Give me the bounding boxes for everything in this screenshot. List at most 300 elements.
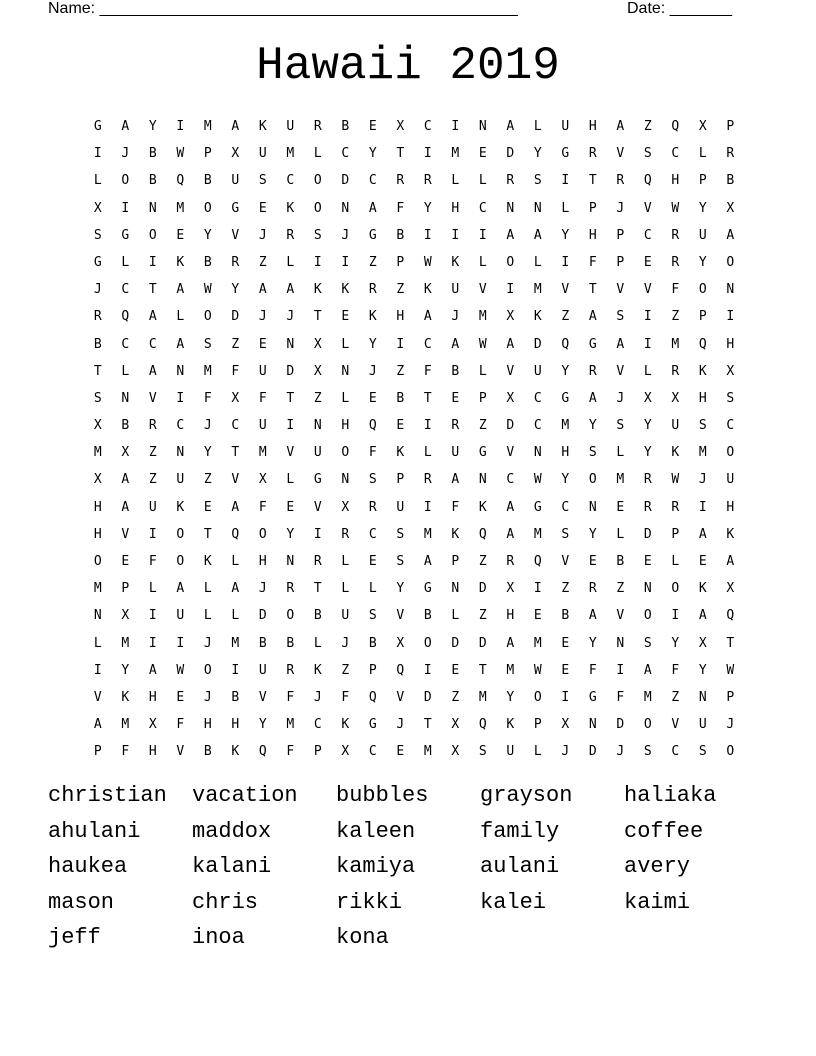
grid-letter: K: [506, 717, 515, 733]
grid-letter: L: [93, 173, 102, 189]
grid-letter: U: [561, 119, 570, 134]
grid-letter: U: [176, 472, 185, 488]
grid-letter: A: [176, 336, 185, 352]
grid-letter: R: [286, 227, 295, 243]
word-bank-item: kaimi: [624, 889, 691, 915]
grid-letter: V: [616, 608, 625, 624]
grid-letter: Y: [561, 227, 570, 243]
grid-letter: R: [423, 472, 432, 488]
grid-letter: Y: [643, 445, 652, 461]
grid-letter: A: [121, 472, 130, 488]
grid-letter: K: [341, 282, 350, 298]
grid-letter: X: [93, 418, 102, 434]
grid-letter: B: [121, 418, 130, 434]
grid-letter: Y: [203, 227, 212, 243]
grid-letter: B: [423, 608, 432, 624]
grid-letter: U: [451, 282, 460, 298]
grid-letter: N: [533, 445, 542, 461]
grid-letter: F: [258, 499, 267, 515]
grid-letter: E: [176, 227, 185, 243]
grid-letter: M: [643, 689, 652, 705]
grid-letter: O: [643, 608, 652, 624]
grid-letter: N: [121, 390, 130, 406]
grid-letter: V: [506, 445, 515, 461]
grid-letter: Z: [643, 119, 652, 134]
grid-letter: Z: [478, 418, 487, 434]
grid-letter: B: [313, 608, 322, 624]
grid-letter: R: [368, 282, 377, 298]
grid-letter: V: [396, 689, 405, 705]
grid-letter: N: [506, 200, 515, 216]
grid-letter: Y: [588, 526, 597, 542]
name-line: Name: _______________________________________________: [48, 0, 518, 17]
grid-letter: L: [203, 608, 212, 624]
grid-letter: N: [176, 445, 185, 461]
grid-letter: E: [561, 662, 570, 678]
grid-letter: N: [588, 717, 597, 733]
grid-letter: T: [286, 390, 295, 406]
grid-row: [84, 575, 744, 602]
grid-letter: A: [726, 554, 735, 569]
grid-letter: C: [643, 227, 652, 243]
grid-letter: I: [726, 309, 735, 325]
grid-letter: W: [478, 336, 487, 352]
grid-letter: M: [671, 336, 680, 352]
grid-letter: E: [258, 200, 267, 216]
grid-letter: N: [341, 363, 350, 379]
grid-letter: R: [506, 173, 515, 189]
grid-letter: T: [231, 445, 240, 461]
word-bank-item: kalei: [480, 889, 547, 915]
grid-letter: O: [588, 472, 597, 488]
grid-letter: H: [588, 227, 597, 243]
grid-letter: I: [148, 526, 157, 542]
grid-letter: G: [93, 254, 102, 270]
grid-letter: O: [176, 554, 185, 569]
grid-letter: L: [231, 608, 240, 624]
word-bank: [48, 781, 768, 959]
word-bank-item: haliaka: [624, 783, 717, 808]
grid-letter: N: [341, 472, 350, 488]
grid-letter: I: [561, 173, 570, 189]
word-bank-item: avery: [624, 854, 691, 880]
grid-letter: P: [396, 254, 405, 270]
grid-letter: X: [671, 390, 680, 406]
grid-letter: Y: [396, 581, 405, 597]
grid-letter: Y: [533, 146, 542, 162]
grid-letter: W: [671, 200, 680, 216]
grid-letter: E: [286, 499, 295, 515]
grid-letter: R: [396, 173, 405, 189]
grid-letter: P: [616, 227, 625, 243]
grid-letter: G: [368, 717, 377, 733]
grid-letter: Z: [203, 472, 212, 488]
grid-letter: I: [533, 581, 542, 597]
grid-letter: P: [203, 146, 212, 162]
grid-letter: P: [726, 119, 735, 134]
grid-letter: H: [231, 717, 240, 733]
grid-letter: L: [148, 581, 157, 597]
grid-letter: M: [423, 526, 432, 542]
grid-letter: H: [698, 390, 707, 406]
grid-letter: U: [258, 662, 267, 678]
word-bank-item: aulani: [480, 854, 560, 880]
grid-letter: J: [561, 744, 570, 760]
grid-letter: O: [258, 526, 267, 542]
grid-letter: E: [368, 554, 377, 569]
grid-letter: A: [258, 282, 267, 298]
grid-letter: Q: [478, 526, 487, 542]
grid-letter: R: [451, 418, 460, 434]
grid-letter: S: [258, 173, 267, 189]
grid-letter: Z: [396, 282, 405, 298]
grid-row: [84, 630, 744, 657]
grid-letter: X: [93, 200, 102, 216]
grid-letter: N: [478, 472, 487, 488]
grid-letter: E: [451, 390, 460, 406]
grid-letter: G: [93, 119, 102, 134]
grid-letter: N: [726, 282, 735, 298]
grid-letter: B: [561, 608, 570, 624]
grid-letter: F: [121, 744, 130, 760]
grid-letter: X: [506, 581, 515, 597]
grid-letter: I: [313, 526, 322, 542]
puzzle-title: Hawaii 2019: [256, 40, 560, 92]
grid-letter: L: [478, 254, 487, 270]
grid-letter: A: [726, 227, 735, 243]
grid-letter: R: [616, 173, 625, 189]
grid-letter: B: [396, 390, 405, 406]
grid-row: [84, 385, 744, 412]
grid-row: [84, 521, 744, 548]
grid-letter: O: [698, 282, 707, 298]
grid-letter: L: [121, 363, 130, 379]
grid-letter: V: [396, 608, 405, 624]
grid-letter: A: [423, 554, 432, 569]
grid-letter: Z: [478, 554, 487, 569]
grid-letter: I: [341, 254, 350, 270]
grid-letter: E: [176, 689, 185, 705]
grid-row: [84, 657, 744, 684]
grid-letter: B: [396, 227, 405, 243]
grid-letter: B: [148, 146, 157, 162]
grid-letter: V: [148, 390, 157, 406]
grid-letter: C: [341, 146, 350, 162]
grid-letter: X: [561, 717, 570, 733]
grid-letter: R: [313, 119, 322, 134]
grid-letter: V: [561, 554, 570, 569]
grid-letter: Z: [341, 662, 350, 678]
grid-letter: M: [616, 472, 625, 488]
grid-letter: F: [148, 554, 157, 569]
grid-letter: L: [313, 635, 322, 651]
grid-letter: F: [616, 689, 625, 705]
grid-letter: Y: [561, 472, 570, 488]
grid-letter: R: [286, 581, 295, 597]
grid-row: [84, 303, 744, 330]
grid-letter: S: [588, 445, 597, 461]
grid-letter: X: [643, 390, 652, 406]
grid-letter: Z: [671, 689, 680, 705]
grid-letter: Y: [258, 717, 267, 733]
grid-letter: L: [341, 581, 350, 597]
grid-letter: F: [368, 445, 377, 461]
grid-letter: I: [93, 662, 102, 678]
grid-letter: N: [176, 363, 185, 379]
grid-letter: S: [698, 418, 707, 434]
grid-letter: G: [588, 689, 597, 705]
grid-letter: K: [286, 200, 295, 216]
grid-letter: G: [231, 200, 240, 216]
grid-letter: D: [451, 635, 460, 651]
grid-letter: P: [671, 526, 680, 542]
grid-row: [84, 738, 744, 765]
grid-letter: L: [423, 445, 432, 461]
grid-letter: J: [203, 418, 212, 434]
grid-letter: N: [148, 200, 157, 216]
grid-letter: T: [588, 282, 597, 298]
grid-letter: I: [561, 254, 570, 270]
grid-letter: Y: [203, 445, 212, 461]
grid-letter: M: [203, 119, 212, 134]
grid-letter: N: [286, 336, 295, 352]
grid-row: [84, 222, 744, 249]
grid-letter: Y: [148, 119, 157, 134]
grid-letter: V: [176, 744, 185, 760]
grid-letter: J: [121, 146, 130, 162]
grid-letter: V: [121, 526, 130, 542]
grid-row: [84, 711, 744, 738]
grid-letter: J: [368, 363, 377, 379]
grid-letter: H: [341, 418, 350, 434]
grid-letter: O: [93, 554, 102, 569]
word-bank-item: jeff: [48, 925, 101, 951]
grid-letter: K: [121, 689, 130, 705]
grid-letter: S: [643, 744, 652, 760]
grid-letter: A: [643, 662, 652, 678]
grid-letter: O: [506, 254, 515, 270]
grid-letter: T: [148, 282, 157, 298]
grid-letter: X: [726, 200, 735, 216]
grid-letter: A: [423, 309, 432, 325]
grid-letter: M: [533, 635, 542, 651]
grid-letter: S: [643, 146, 652, 162]
grid-letter: E: [643, 554, 652, 569]
grid-letter: M: [286, 717, 295, 733]
grid-letter: P: [451, 554, 460, 569]
grid-letter: B: [616, 554, 625, 569]
grid-letter: R: [286, 662, 295, 678]
grid-letter: X: [396, 119, 405, 134]
grid-letter: L: [93, 635, 102, 651]
grid-letter: C: [533, 418, 542, 434]
grid-letter: R: [588, 581, 597, 597]
grid-letter: S: [698, 744, 707, 760]
grid-letter: N: [616, 635, 625, 651]
grid-letter: I: [148, 254, 157, 270]
grid-letter: L: [341, 336, 350, 352]
grid-letter: E: [368, 119, 377, 134]
grid-letter: A: [506, 336, 515, 352]
grid-letter: H: [93, 499, 102, 515]
grid-letter: V: [478, 282, 487, 298]
grid-letter: M: [258, 445, 267, 461]
grid-row: [84, 167, 744, 194]
word-bank-item: mason: [48, 889, 115, 915]
grid-letter: O: [203, 662, 212, 678]
grid-letter: P: [533, 717, 542, 733]
grid-letter: F: [588, 662, 597, 678]
grid-letter: G: [423, 581, 432, 597]
grid-letter: Y: [286, 526, 295, 542]
grid-letter: V: [616, 282, 625, 298]
grid-letter: C: [368, 173, 377, 189]
grid-letter: O: [313, 200, 322, 216]
grid-letter: Q: [478, 717, 487, 733]
date-line: Date: _______: [627, 0, 732, 17]
grid-letter: S: [616, 418, 625, 434]
grid-letter: J: [341, 227, 350, 243]
grid-letter: P: [396, 472, 405, 488]
grid-letter: I: [643, 309, 652, 325]
grid-letter: O: [341, 445, 350, 461]
grid-letter: H: [203, 717, 212, 733]
grid-letter: Q: [368, 689, 377, 705]
word-bank-item: kamiya: [336, 854, 416, 880]
grid-letter: C: [121, 282, 130, 298]
grid-letter: M: [698, 445, 707, 461]
grid-letter: Y: [121, 662, 130, 678]
grid-letter: T: [588, 173, 597, 189]
word-bank-item: family: [480, 818, 560, 844]
grid-letter: Z: [368, 254, 377, 270]
grid-letter: B: [231, 689, 240, 705]
grid-letter: M: [121, 717, 130, 733]
grid-letter: A: [533, 227, 542, 243]
worksheet-header: [48, 0, 748, 20]
grid-letter: T: [478, 662, 487, 678]
grid-letter: S: [93, 227, 102, 243]
grid-letter: I: [643, 336, 652, 352]
grid-letter: F: [286, 744, 295, 760]
grid-letter: N: [478, 119, 487, 134]
grid-letter: Y: [231, 282, 240, 298]
grid-letter: M: [176, 200, 185, 216]
grid-letter: X: [121, 608, 130, 624]
grid-letter: Z: [258, 254, 267, 270]
grid-letter: L: [121, 254, 130, 270]
grid-letter: L: [671, 554, 680, 569]
grid-letter: V: [643, 200, 652, 216]
grid-letter: V: [616, 363, 625, 379]
grid-letter: Y: [698, 254, 707, 270]
grid-letter: J: [203, 689, 212, 705]
grid-letter: G: [478, 445, 487, 461]
grid-letter: L: [451, 608, 460, 624]
grid-letter: A: [231, 581, 240, 597]
grid-letter: F: [258, 390, 267, 406]
grid-letter: D: [533, 336, 542, 352]
grid-letter: C: [478, 200, 487, 216]
grid-letter: M: [121, 635, 130, 651]
grid-letter: C: [313, 717, 322, 733]
grid-letter: C: [726, 418, 735, 434]
grid-letter: Y: [671, 635, 680, 651]
grid-letter: T: [423, 390, 432, 406]
grid-letter: X: [313, 363, 322, 379]
grid-letter: C: [506, 472, 515, 488]
grid-letter: B: [203, 744, 212, 760]
grid-letter: S: [203, 336, 212, 352]
grid-letter: I: [286, 418, 295, 434]
grid-letter: P: [726, 689, 735, 705]
word-bank-item: coffee: [624, 818, 704, 844]
grid-letter: N: [286, 554, 295, 569]
grid-row: [84, 602, 744, 629]
grid-letter: O: [726, 744, 735, 760]
grid-letter: I: [451, 227, 460, 243]
grid-letter: L: [533, 119, 542, 134]
word-bank-item: haukea: [48, 854, 128, 880]
grid-letter: X: [341, 744, 350, 760]
grid-letter: J: [258, 227, 267, 243]
grid-row: [84, 331, 744, 358]
grid-letter: A: [148, 363, 157, 379]
grid-letter: H: [451, 200, 460, 216]
grid-letter: M: [93, 581, 102, 597]
grid-letter: S: [616, 309, 625, 325]
grid-letter: R: [231, 254, 240, 270]
grid-letter: X: [726, 363, 735, 379]
grid-letter: M: [478, 689, 487, 705]
grid-letter: A: [698, 526, 707, 542]
grid-letter: D: [616, 717, 625, 733]
grid-letter: O: [121, 173, 130, 189]
grid-letter: M: [231, 635, 240, 651]
grid-letter: U: [231, 173, 240, 189]
grid-letter: P: [368, 662, 377, 678]
grid-letter: A: [506, 119, 515, 134]
grid-letter: R: [313, 554, 322, 569]
grid-letter: D: [506, 146, 515, 162]
grid-letter: X: [451, 744, 460, 760]
grid-row: [84, 439, 744, 466]
grid-letter: I: [478, 227, 487, 243]
grid-letter: D: [258, 608, 267, 624]
grid-letter: K: [478, 499, 487, 515]
grid-letter: Z: [478, 608, 487, 624]
grid-letter: J: [698, 472, 707, 488]
grid-letter: A: [451, 472, 460, 488]
grid-letter: B: [451, 363, 460, 379]
grid-letter: A: [506, 526, 515, 542]
grid-letter: J: [286, 309, 295, 325]
grid-letter: D: [643, 526, 652, 542]
grid-letter: P: [121, 581, 130, 597]
grid-letter: G: [533, 499, 542, 515]
grid-letter: J: [616, 744, 625, 760]
word-bank-item: rikki: [336, 889, 403, 915]
grid-letter: F: [671, 282, 680, 298]
word-bank-item: ahulani: [48, 818, 141, 844]
grid-letter: U: [451, 445, 460, 461]
grid-letter: T: [726, 635, 735, 651]
grid-letter: R: [506, 554, 515, 569]
grid-letter: P: [478, 390, 487, 406]
grid-letter: H: [671, 173, 680, 189]
grid-letter: Q: [561, 336, 570, 352]
grid-letter: A: [368, 200, 377, 216]
